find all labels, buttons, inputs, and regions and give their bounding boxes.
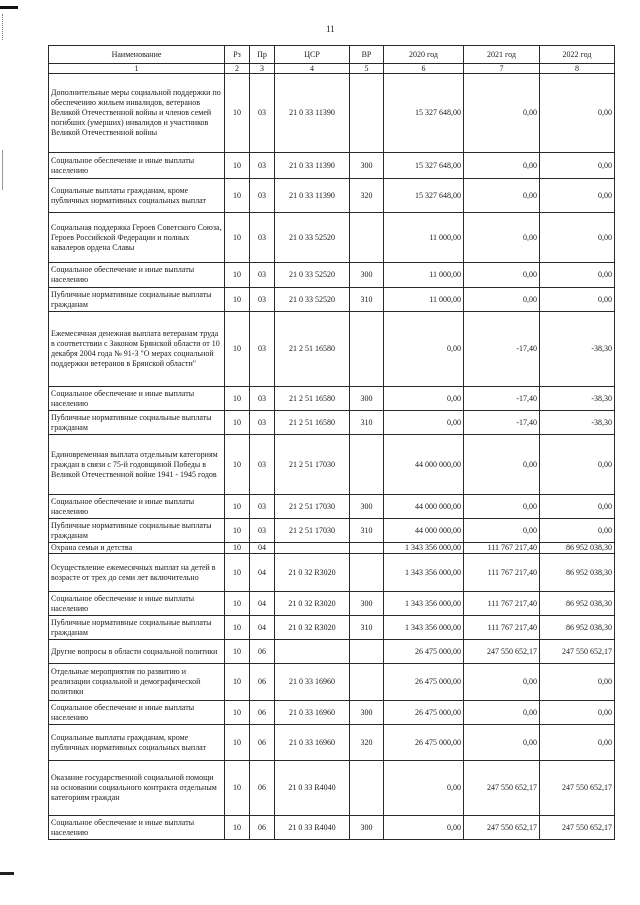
row-amount-2022: 0,00 xyxy=(540,701,615,725)
row-name: Социальное обеспечение и иные выплаты населению xyxy=(49,592,225,616)
row-pr: 06 xyxy=(250,816,275,840)
row-pr: 03 xyxy=(250,519,275,543)
row-vr: 320 xyxy=(350,725,384,761)
table-row xyxy=(49,725,615,761)
scan-edge-line xyxy=(2,150,3,190)
row-amount-2021: 111 767 217,40 xyxy=(464,554,540,592)
header-pr: Пр xyxy=(250,46,275,64)
row-vr: 310 xyxy=(350,519,384,543)
row-vr: 300 xyxy=(350,153,384,179)
row-amount-2022: 86 952 038,30 xyxy=(540,543,615,554)
row-rz: 10 xyxy=(225,816,250,840)
row-amount-2022: -38,30 xyxy=(540,411,615,435)
row-vr: 320 xyxy=(350,179,384,213)
header-rz: Рз xyxy=(225,46,250,64)
row-amount-2022: -38,30 xyxy=(540,387,615,411)
row-name: Социальное обеспечение и иные выплаты населению xyxy=(49,153,225,179)
row-name: Дополнительные меры социальной поддержки по обеспечению жильем инвалидов, ветеранов Великой Отечественной войны и членов семей погибших (умерших) инвалидов и участников Великой Отечественной войны xyxy=(49,74,225,153)
row-amount-2020: 11 000,00 xyxy=(384,263,464,288)
row-pr: 06 xyxy=(250,725,275,761)
column-index: 5 xyxy=(350,64,384,74)
row-pr: 03 xyxy=(250,387,275,411)
row-pr: 03 xyxy=(250,179,275,213)
table-row xyxy=(49,640,615,664)
row-amount-2021: 111 767 217,40 xyxy=(464,616,540,640)
scan-edge-mark-bottom xyxy=(0,872,14,875)
row-amount-2020: 15 327 648,00 xyxy=(384,74,464,153)
row-vr xyxy=(350,761,384,816)
row-amount-2022: 0,00 xyxy=(540,179,615,213)
column-index: 2 xyxy=(225,64,250,74)
row-amount-2020: 44 000 000,00 xyxy=(384,435,464,495)
table-row xyxy=(49,312,615,387)
row-name: Публичные нормативные социальные выплаты гражданам xyxy=(49,411,225,435)
row-amount-2021: 247 550 652,17 xyxy=(464,640,540,664)
row-amount-2020: 11 000,00 xyxy=(384,213,464,263)
row-vr xyxy=(350,554,384,592)
page-number: 11 xyxy=(326,24,335,34)
row-vr xyxy=(350,74,384,153)
table-row xyxy=(49,411,615,435)
row-vr: 310 xyxy=(350,288,384,312)
row-csr: 21 0 33 11390 xyxy=(275,74,350,153)
row-rz: 10 xyxy=(225,288,250,312)
table-row xyxy=(49,387,615,411)
row-amount-2022: 0,00 xyxy=(540,213,615,263)
row-vr: 310 xyxy=(350,411,384,435)
column-index-row xyxy=(49,64,615,74)
row-name: Единовременная выплата отдельным категориям граждан в связи с 75-й годовщиной Победы в Великой Отечественной войне 1941 - 1945 годов xyxy=(49,435,225,495)
table-row xyxy=(49,816,615,840)
row-vr xyxy=(350,312,384,387)
row-csr: 21 2 51 17030 xyxy=(275,435,350,495)
row-vr: 300 xyxy=(350,387,384,411)
row-csr: 21 0 33 R4040 xyxy=(275,816,350,840)
row-csr xyxy=(275,543,350,554)
row-rz: 10 xyxy=(225,74,250,153)
row-csr: 21 0 33 R4040 xyxy=(275,761,350,816)
row-csr: 21 0 33 11390 xyxy=(275,153,350,179)
header-csr: ЦСР xyxy=(275,46,350,64)
row-name: Социальное обеспечение и иные выплаты населению xyxy=(49,387,225,411)
row-name: Осуществление ежемесячных выплат на детей в возрасте от трех до семи лет включительно xyxy=(49,554,225,592)
table-header-row xyxy=(49,46,615,64)
row-amount-2021: 0,00 xyxy=(464,153,540,179)
row-amount-2020: 1 343 356 000,00 xyxy=(384,616,464,640)
row-name: Социальное обеспечение и иные выплаты населению xyxy=(49,495,225,519)
row-amount-2020: 1 343 356 000,00 xyxy=(384,592,464,616)
row-pr: 03 xyxy=(250,288,275,312)
row-vr xyxy=(350,435,384,495)
row-amount-2021: 0,00 xyxy=(464,74,540,153)
row-pr: 06 xyxy=(250,664,275,701)
column-index: 7 xyxy=(464,64,540,74)
row-amount-2020: 26 475 000,00 xyxy=(384,664,464,701)
row-vr xyxy=(350,664,384,701)
row-rz: 10 xyxy=(225,725,250,761)
column-index: 4 xyxy=(275,64,350,74)
row-csr: 21 0 33 52520 xyxy=(275,263,350,288)
row-amount-2020: 0,00 xyxy=(384,387,464,411)
row-amount-2021: 0,00 xyxy=(464,725,540,761)
row-csr: 21 2 51 16580 xyxy=(275,312,350,387)
budget-table xyxy=(48,45,615,840)
row-amount-2022: 0,00 xyxy=(540,495,615,519)
row-amount-2022: 86 952 038,30 xyxy=(540,616,615,640)
row-name: Социальные выплаты гражданам, кроме публичных нормативных социальных выплат xyxy=(49,725,225,761)
row-name: Охрана семьи и детства xyxy=(49,543,225,554)
row-amount-2020: 0,00 xyxy=(384,761,464,816)
row-name: Социальное обеспечение и иные выплаты населению xyxy=(49,816,225,840)
row-csr: 21 0 33 52520 xyxy=(275,288,350,312)
row-amount-2022: 0,00 xyxy=(540,153,615,179)
row-name: Публичные нормативные социальные выплаты гражданам xyxy=(49,288,225,312)
row-amount-2020: 1 343 356 000,00 xyxy=(384,543,464,554)
row-name: Оказание государственной социальной помощи на основании социального контракта отдельным категориям граждан xyxy=(49,761,225,816)
header-2020: 2020 год xyxy=(384,46,464,64)
row-csr: 21 2 51 16580 xyxy=(275,387,350,411)
row-vr: 310 xyxy=(350,616,384,640)
row-amount-2021: 0,00 xyxy=(464,179,540,213)
row-amount-2022: 0,00 xyxy=(540,263,615,288)
row-amount-2020: 0,00 xyxy=(384,312,464,387)
row-csr: 21 2 51 17030 xyxy=(275,519,350,543)
row-amount-2022: 0,00 xyxy=(540,288,615,312)
scan-edge-mark xyxy=(0,6,18,9)
row-rz: 10 xyxy=(225,387,250,411)
row-amount-2020: 26 475 000,00 xyxy=(384,701,464,725)
row-amount-2020: 15 327 648,00 xyxy=(384,153,464,179)
row-rz: 10 xyxy=(225,554,250,592)
row-pr: 04 xyxy=(250,543,275,554)
row-pr: 03 xyxy=(250,495,275,519)
row-rz: 10 xyxy=(225,761,250,816)
row-pr: 04 xyxy=(250,616,275,640)
row-rz: 10 xyxy=(225,640,250,664)
row-pr: 06 xyxy=(250,701,275,725)
column-index: 8 xyxy=(540,64,615,74)
row-rz: 10 xyxy=(225,701,250,725)
row-csr: 21 2 51 17030 xyxy=(275,495,350,519)
column-index: 3 xyxy=(250,64,275,74)
row-amount-2022: 0,00 xyxy=(540,725,615,761)
row-vr: 300 xyxy=(350,495,384,519)
row-amount-2022: 247 550 652,17 xyxy=(540,761,615,816)
column-index: 1 xyxy=(49,64,225,74)
row-amount-2022: 247 550 652,17 xyxy=(540,640,615,664)
table-row xyxy=(49,495,615,519)
row-amount-2021: 0,00 xyxy=(464,288,540,312)
row-rz: 10 xyxy=(225,411,250,435)
row-name: Социальное обеспечение и иные выплаты населению xyxy=(49,701,225,725)
table-row xyxy=(49,543,615,554)
row-amount-2021: 0,00 xyxy=(464,263,540,288)
row-amount-2021: -17,40 xyxy=(464,387,540,411)
row-amount-2022: -38,30 xyxy=(540,312,615,387)
row-rz: 10 xyxy=(225,263,250,288)
row-rz: 10 xyxy=(225,519,250,543)
row-amount-2021: 247 550 652,17 xyxy=(464,761,540,816)
row-amount-2021: 0,00 xyxy=(464,664,540,701)
row-vr: 300 xyxy=(350,592,384,616)
table-row xyxy=(49,554,615,592)
table-row xyxy=(49,664,615,701)
table-row xyxy=(49,616,615,640)
row-amount-2022: 247 550 652,17 xyxy=(540,816,615,840)
row-name: Другие вопросы в области социальной политики xyxy=(49,640,225,664)
row-amount-2020: 26 475 000,00 xyxy=(384,725,464,761)
row-vr: 300 xyxy=(350,816,384,840)
row-pr: 03 xyxy=(250,435,275,495)
row-rz: 10 xyxy=(225,592,250,616)
row-amount-2022: 0,00 xyxy=(540,435,615,495)
table-row xyxy=(49,435,615,495)
row-amount-2021: 247 550 652,17 xyxy=(464,816,540,840)
row-rz: 10 xyxy=(225,664,250,701)
table-row xyxy=(49,519,615,543)
row-rz: 10 xyxy=(225,495,250,519)
row-amount-2020: 44 000 000,00 xyxy=(384,519,464,543)
table-row xyxy=(49,288,615,312)
row-rz: 10 xyxy=(225,435,250,495)
row-amount-2021: -17,40 xyxy=(464,312,540,387)
row-pr: 04 xyxy=(250,554,275,592)
row-amount-2020: 0,00 xyxy=(384,816,464,840)
row-csr: 21 0 33 16960 xyxy=(275,701,350,725)
row-name: Социальные выплаты гражданам, кроме публичных нормативных социальных выплат xyxy=(49,179,225,213)
row-amount-2020: 15 327 648,00 xyxy=(384,179,464,213)
row-name: Социальная поддержка Героев Советского Союза, Героев Российской Федерации и полных кавалеров ордена Славы xyxy=(49,213,225,263)
row-pr: 03 xyxy=(250,411,275,435)
header-2021: 2021 год xyxy=(464,46,540,64)
table-row xyxy=(49,213,615,263)
row-name: Социальное обеспечение и иные выплаты населению xyxy=(49,263,225,288)
row-amount-2021: 0,00 xyxy=(464,519,540,543)
table-row xyxy=(49,761,615,816)
row-amount-2022: 86 952 038,30 xyxy=(540,592,615,616)
row-csr: 21 0 33 52520 xyxy=(275,213,350,263)
row-csr: 21 0 32 R3020 xyxy=(275,592,350,616)
row-vr xyxy=(350,213,384,263)
row-rz: 10 xyxy=(225,179,250,213)
row-csr: 21 0 32 R3020 xyxy=(275,616,350,640)
column-index: 6 xyxy=(384,64,464,74)
row-amount-2021: 0,00 xyxy=(464,495,540,519)
scan-edge-dots xyxy=(2,14,6,40)
row-pr: 06 xyxy=(250,761,275,816)
row-amount-2020: 44 000 000,00 xyxy=(384,495,464,519)
header-vr: ВР xyxy=(350,46,384,64)
table-row xyxy=(49,263,615,288)
header-name: Наименование xyxy=(49,46,225,64)
table-row xyxy=(49,592,615,616)
row-pr: 03 xyxy=(250,263,275,288)
row-amount-2022: 0,00 xyxy=(540,519,615,543)
row-csr: 21 0 33 11390 xyxy=(275,179,350,213)
row-pr: 03 xyxy=(250,312,275,387)
row-name: Публичные нормативные социальные выплаты гражданам xyxy=(49,616,225,640)
row-rz: 10 xyxy=(225,213,250,263)
row-amount-2022: 86 952 038,30 xyxy=(540,554,615,592)
row-amount-2020: 0,00 xyxy=(384,411,464,435)
row-name: Отдельные мероприятия по развитию и реализации социальной и демографической политики xyxy=(49,664,225,701)
row-csr: 21 0 33 16960 xyxy=(275,664,350,701)
row-rz: 10 xyxy=(225,312,250,387)
row-vr: 300 xyxy=(350,263,384,288)
row-amount-2020: 1 343 356 000,00 xyxy=(384,554,464,592)
table-row xyxy=(49,153,615,179)
row-amount-2021: 111 767 217,40 xyxy=(464,543,540,554)
row-pr: 04 xyxy=(250,592,275,616)
row-amount-2021: 0,00 xyxy=(464,213,540,263)
row-amount-2020: 11 000,00 xyxy=(384,288,464,312)
row-csr xyxy=(275,640,350,664)
row-csr: 21 2 51 16580 xyxy=(275,411,350,435)
row-amount-2021: -17,40 xyxy=(464,411,540,435)
row-rz: 10 xyxy=(225,153,250,179)
row-vr xyxy=(350,640,384,664)
row-vr: 300 xyxy=(350,701,384,725)
row-rz: 10 xyxy=(225,543,250,554)
header-2022: 2022 год xyxy=(540,46,615,64)
row-name: Ежемесячная денежная выплата ветеранам труда в соответствии с Законом Брянской области от 10 декабря 2004 года № 91-З "О мерах социальной поддержки ветеранов в Брянской области" xyxy=(49,312,225,387)
row-pr: 03 xyxy=(250,74,275,153)
row-pr: 03 xyxy=(250,213,275,263)
table-row xyxy=(49,701,615,725)
row-name: Публичные нормативные социальные выплаты гражданам xyxy=(49,519,225,543)
row-pr: 03 xyxy=(250,153,275,179)
table-row xyxy=(49,179,615,213)
row-amount-2020: 26 475 000,00 xyxy=(384,640,464,664)
row-amount-2022: 0,00 xyxy=(540,74,615,153)
row-amount-2021: 0,00 xyxy=(464,701,540,725)
row-rz: 10 xyxy=(225,616,250,640)
row-csr: 21 0 33 16960 xyxy=(275,725,350,761)
row-amount-2022: 0,00 xyxy=(540,664,615,701)
row-csr: 21 0 32 R3020 xyxy=(275,554,350,592)
row-pr: 06 xyxy=(250,640,275,664)
row-amount-2021: 111 767 217,40 xyxy=(464,592,540,616)
table-row xyxy=(49,74,615,153)
row-amount-2021: 0,00 xyxy=(464,435,540,495)
row-vr xyxy=(350,543,384,554)
